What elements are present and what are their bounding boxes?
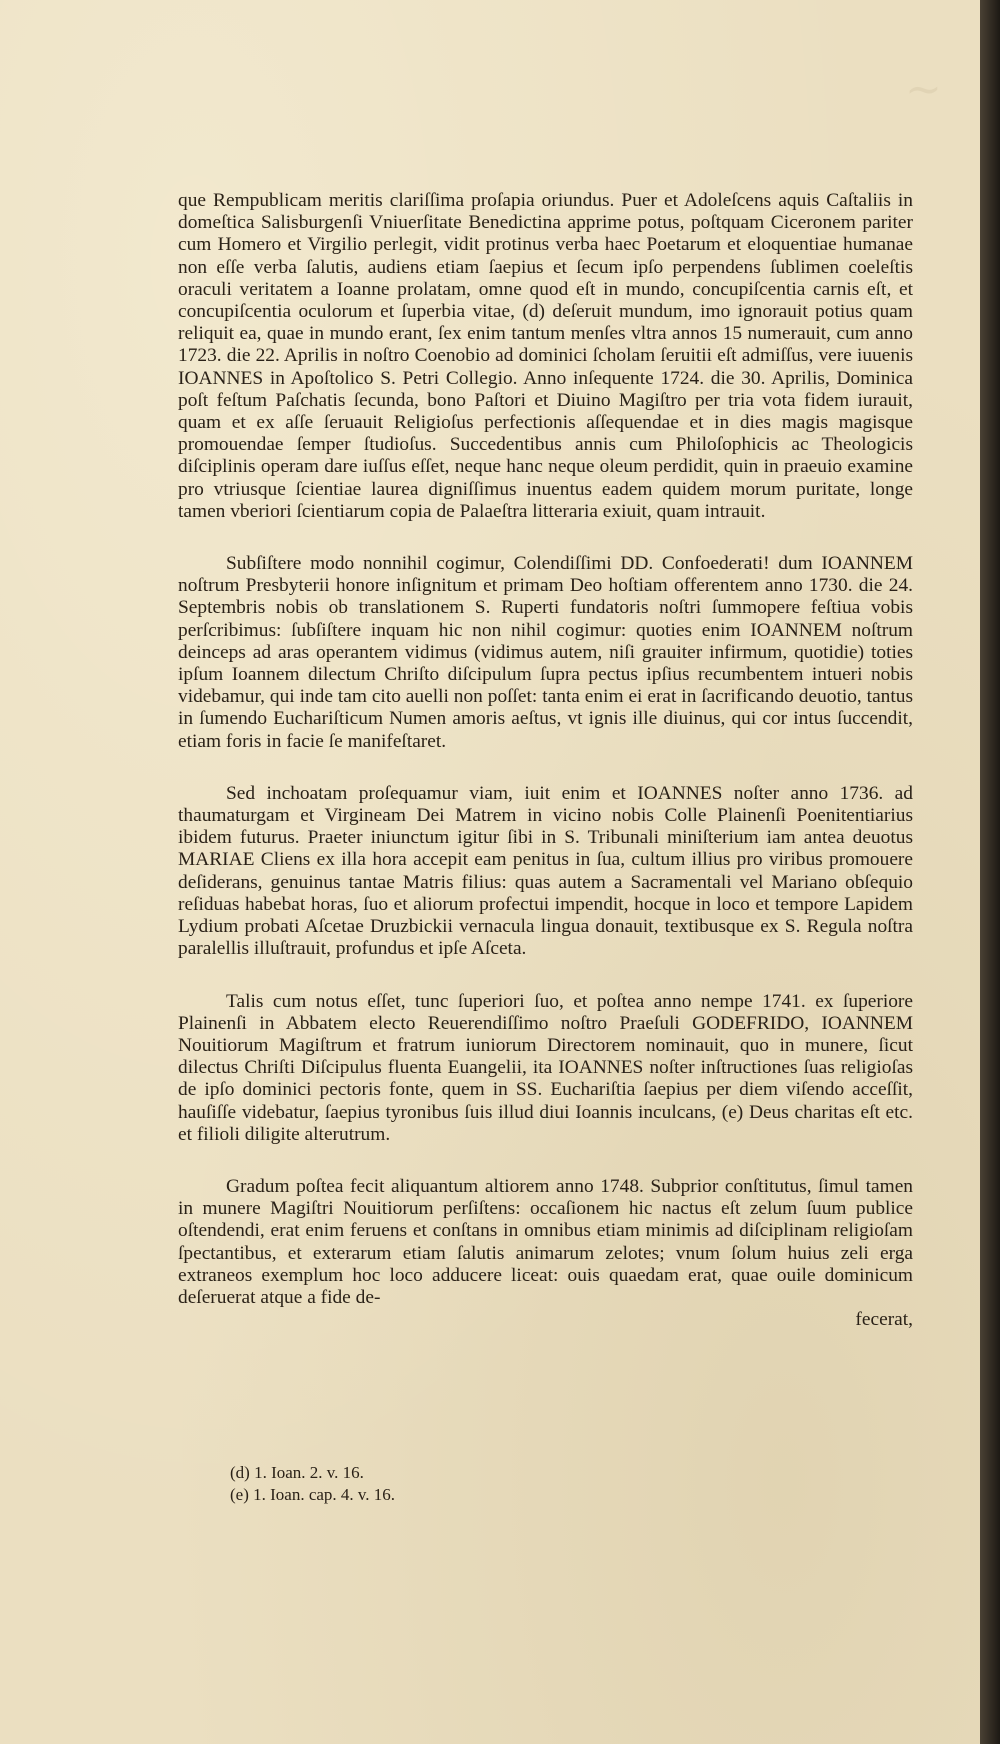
- footnotes: [230, 1462, 530, 1506]
- catchword: fecerat,: [855, 1309, 913, 1331]
- paragraph-2: Subſiſtere modo nonnihil cogimur, Colendiſſimi DD. Confoederati! dum IOANNEM noſtrum Presbyterii honore inſignitum et primam Deo hoſtiam offerentem anno 1730. die 24. Septembris nobis ob translationem S. Ruperti fundatoris noſtri ſummopere feſtiua vobis perſcribimus: ſubſiſtere inquam hic non nihil cogimur: quoties enim IOANNEM noſtrum deinceps ad aras operantem vidimus (vidimus autem, niſi grauiter infirmum, quotidie) toties ipſum Ioannem dilectum Chriſto diſcipulum ſupra pectus ipſius recumbentem intueri nobis videbamur, qui inde tam cito auelli non poſſet: tanta enim ei erat in ſacrificando deuotio, tantus in ſumendo Euchariſticum Numen amoris aeſtus, vt ignis ille diuinus, qui cor intus ſuccendit, etiam foris in facie ſe manifeſtaret.: [178, 553, 913, 752]
- page-edge-shadow: [980, 0, 1000, 1744]
- footnote-e: (e) 1. Ioan. cap. 4. v. 16.: [230, 1485, 396, 1504]
- paragraph-3: Sed inchoatam proſequamur viam, iuit enim et IOANNES noſter anno 1736. ad thaumaturgam et Virgineam Dei Matrem in vicino nobis Colle Plainenſi Poenitentiarius ibidem futurus. Praeter iniunctum igitur ſibi in S. Tribunali miniſterium iam antea deuotus MARIAE Cliens ex illa hora accepit eam penitus in ſua, cultum illius pro viribus promouere deſiderans, genuinus tantae Matris filius: quas autem a Sacramentali vel Mariano obſequio reſiduas habebat horas, ſuo et aliorum profectui impendit, hocque in loco et tempore Lapidem Lydium probati Aſcetae Druzbickii vernacula lingua donauit, textibusque ex S. Regula noſtra paralellis illuſtrauit, profundus et ipſe Aſceta.: [178, 782, 913, 960]
- paragraph-5: Gradum poſtea fecit aliquantum altiorem anno 1748. Subprior conſtitutus, ſimul tamen in munere Magiſtri Nouitiorum perſiſtens: occaſionem hic nactus eſt zelum ſuum publice oſtendendi, erat enim feruens et conſtans in omnibus etiam minimis ad diſciplinam religioſam ſpectantibus, et exterarum etiam ſalutis animarum zelotes; vnum ſolum huius zeli erga extraneos exemplum hoc loco adducere liceat: ouis quaedam erat, quae ouile dominicum deſeruerat atque a fide de-: [178, 1175, 913, 1308]
- faded-mark: ∼: [905, 64, 942, 115]
- footnote-d: (d) 1. Ioan. 2. v. 16.: [230, 1463, 364, 1482]
- paragraph-4: Talis cum notus eſſet, tunc ſuperiori ſuo, et poſtea anno nempe 1741. ex ſuperiore Plainenſi in Abbatem electo Reuerendiſſimo noſtro Praeſuli GODEFRIDO, IOANNEM Nouitiorum Magiſtrum et fratrum iuniorum Directorem nominauit, quo in munere, ſicut dilectus Chriſti Diſcipulus fluenta Euangelii, ita IOANNES noſter inſtructiones ſuas religioſas de ipſo dominici pectoris fonte, quem in SS. Euchariſtia ſaepius per diem viſendo acceſſit, hauſiſſe videbatur, ſaepius tyronibus ſuis illud diui Ioannis inculcans, (e) Deus charitas eſt etc. et filioli diligite alterutrum.: [178, 990, 913, 1145]
- paragraph-1: que Rempublicam meritis clariſſima proſapia oriundus. Puer et Adoleſcens aquis Caſtaliis in domeſtica Salisburgenſi Vniuerſitate Benedictina apprime potus, poſtquam Ciceronem pariter cum Homero et Virgilio perlegit, vidit protinus verba haec Poetarum et eloquentiae humanae non eſſe verba ſalutis, audiens etiam ſaepius et ſecum ipſo perpendens ſublimen coeleſtis oraculi veritatem a Ioanne prolatam, omne quod eſt in mundo, concupiſcentia carnis eſt, et concupiſcentia oculorum et ſuperbia vitae, (d) deſeruit mundum, imo ignorauit potius quam reliquit ea, quae in mundo erant, ſex enim tantum menſes vltra annos 15 numerauit, cum anno 1723. die 22. Aprilis in noſtro Coenobio ad dominici ſcholam ſeruitii eſt admiſſus, vere iuuenis IOANNES in Apoſtolico S. Petri Collegio. Anno inſequente 1724. die 30. Aprilis, Dominica poſt feſtum Paſchatis ſecunda, bono Paſtori et Diuino Magiſtro per tria vota fidem iurauit, quam et ex aſſe ſeruauit Religioſus perfectionis aſſequendae et in dies magis magisque promouendae ſemper ſtudioſus. Succedentibus annis cum Philoſophicis ac Theologicis diſciplinis operam dare iuſſus eſſet, neque hanc neque oleum perdidit, quin in praeuio examine pro vtriusque ſcientiae laurea digniſſimus inuentus eadem quidem morum puritate, longe tamen vberiori ſcientiarum copia de Palaeſtra litteraria exiuit, quam intrauit.: [178, 190, 913, 522]
- text-block: [178, 190, 913, 1331]
